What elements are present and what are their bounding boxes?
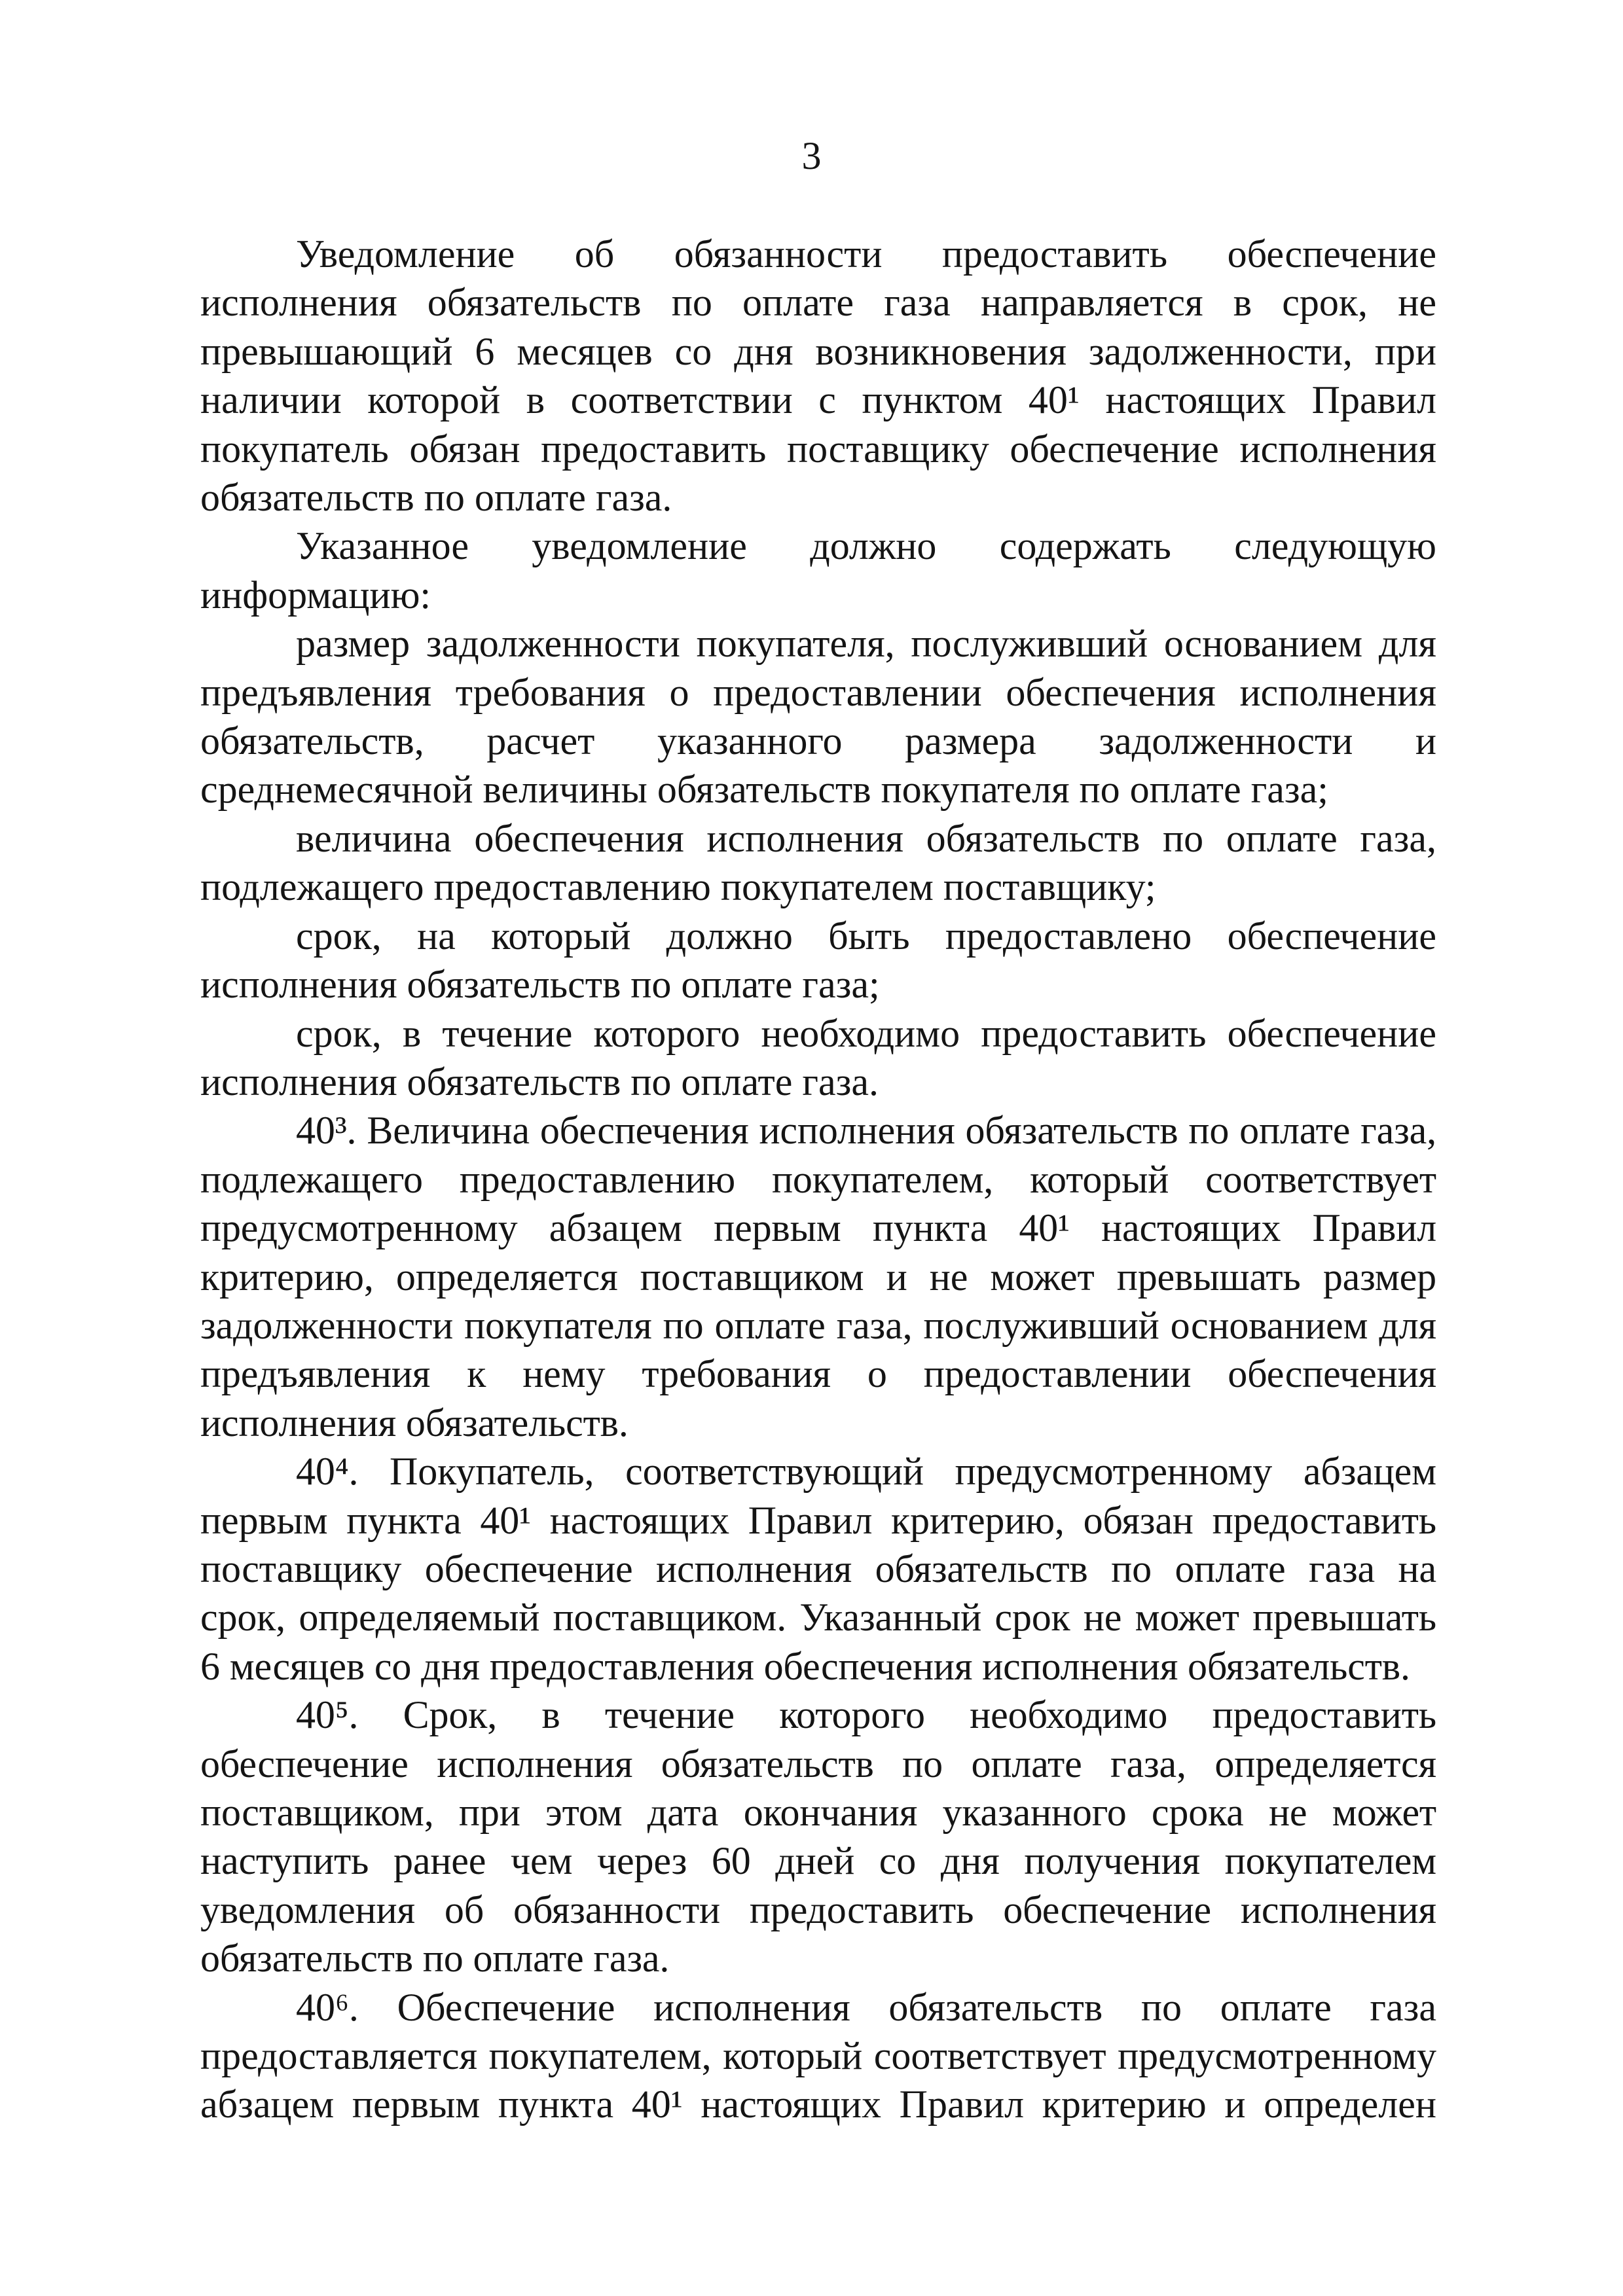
list-item-debt-amount: размер задолженности покупателя, послуживший основанием для предъявления требования о предоставлении обеспечения исполнения обязательств, расчет указанного размера задолженности и среднемесячной величины обязательств покупателя по оплате газа; bbox=[200, 622, 1436, 812]
paragraph-clause-40-6: 40⁶. Обеспечение исполнения обязательств по оплате газа предоставляется покупателем, который соответствует предусмотренному абзацем первым пункта 40¹ настоящих Правил критерию и определен bbox=[200, 1985, 1436, 2126]
list-item-security-amount: величина обеспечения исполнения обязательств по оплате газа, подлежащего предоставлению покупателем поставщику; bbox=[200, 816, 1436, 909]
document-body bbox=[200, 230, 1436, 2129]
paragraph-clause-40-3: 40³. Величина обеспечения исполнения обязательств по оплате газа, подлежащего предоставлению покупателем, который соответствует предусмотренному абзацем первым пункта 40¹ настоящих Правил критерию, определяется поставщиком и не может превышать размер задолженности покупателя по оплате газа, послуживший основанием для предъявления к нему требования о предоставлении обеспечения исполнения обязательств. bbox=[200, 1109, 1436, 1444]
paragraph-clause-40-4: 40⁴. Покупатель, соответствующий предусмотренному абзацем первым пункта 40¹ настоящих Правил критерию, обязан предоставить поставщику обеспечение исполнения обязательств по оплате газа на срок, определяемый поставщиком. Указанный срок не может превышать 6 месяцев со дня предоставления обеспечения исполнения обязательств. bbox=[200, 1450, 1436, 1688]
paragraph-clause-40-5: 40⁵. Срок, в течение которого необходимо предоставить обеспечение исполнения обязательств по оплате газа, определяется поставщиком, при этом дата окончания указанного срока не может наступить ранее чем через 60 дней со дня получения покупателем уведомления об обязанности предоставить обеспечение исполнения обязательств по оплате газа. bbox=[200, 1693, 1436, 1981]
paragraph-notification-deadline: Уведомление об обязанности предоставить обеспечение исполнения обязательств по оплате газа направляется в срок, не превышающий 6 месяцев со дня возникновения задолженности, при наличии которой в соответствии с пунктом 40¹ настоящих Правил покупатель обязан предоставить поставщику обеспечение исполнения обязательств по оплате газа. bbox=[200, 232, 1436, 520]
page-number: 3 bbox=[801, 134, 822, 177]
list-item-security-term: срок, на который должно быть предоставлено обеспечение исполнения обязательств по оплате газа; bbox=[200, 914, 1436, 1007]
paragraph-notification-content-intro: Указанное уведомление должно содержать следующую информацию: bbox=[200, 524, 1436, 617]
list-item-provision-deadline: срок, в течение которого необходимо предоставить обеспечение исполнения обязательств по оплате газа. bbox=[200, 1011, 1436, 1103]
